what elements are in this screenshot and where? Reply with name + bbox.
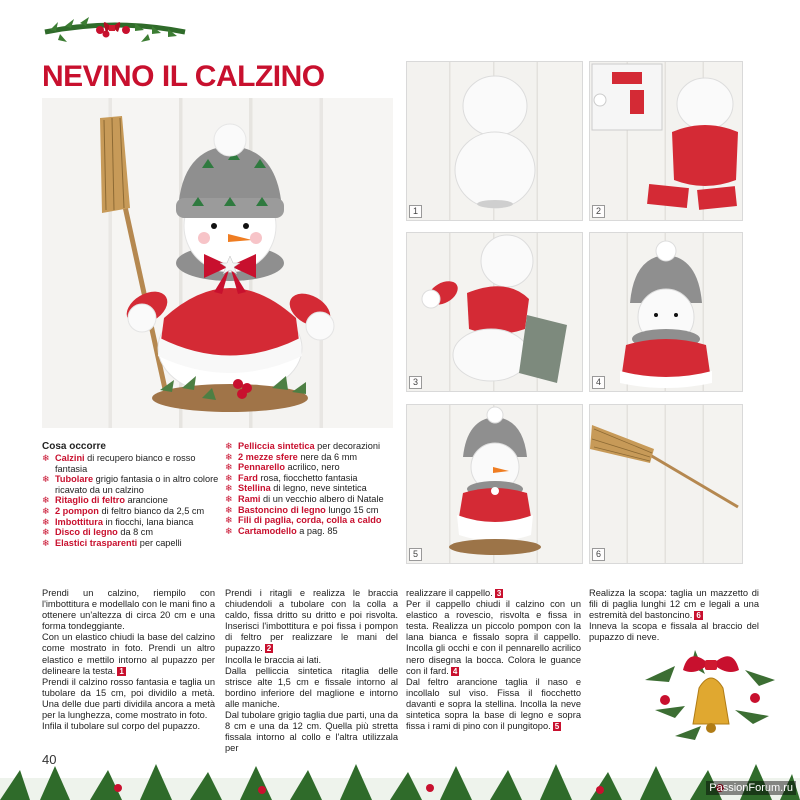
snowflake-icon: ❄	[42, 474, 50, 485]
material-item	[42, 517, 220, 528]
step-photo-3	[406, 232, 583, 392]
snowflake-icon: ❄	[225, 462, 233, 473]
step-number: 5	[409, 548, 422, 561]
instruction-paragraph	[42, 677, 215, 721]
material-detail: per capelli	[137, 537, 182, 548]
instruction-text: Dal tubolare grigio taglia due parti, una da 8 cm e una da 12 cm. Quella più stretta fissala intorno al collo e l'altra utilizzala per	[225, 710, 398, 754]
materials-list-1	[42, 453, 220, 548]
material-detail: arancione	[124, 495, 168, 506]
snowflake-icon: ❄	[225, 493, 233, 504]
step-photo-1	[406, 61, 583, 221]
snowflake-icon: ❄	[42, 453, 50, 463]
sweater-illustration	[590, 62, 742, 220]
instruction-text: realizzare il cappello.	[406, 588, 493, 598]
material-name: Calzini	[55, 453, 85, 463]
material-detail: nere da 6 mm	[297, 451, 357, 462]
snowman-hat-illustration	[590, 233, 742, 391]
instruction-text: Infila il tubolare sul corpo del pupazzo.	[42, 721, 201, 732]
material-detail: da 8 cm	[117, 527, 154, 538]
snowflake-icon: ❄	[42, 516, 50, 527]
instructions-column-2	[225, 588, 398, 754]
footer-garland-decoration	[0, 758, 800, 800]
material-item	[42, 474, 220, 495]
snowflake-icon: ❄	[225, 472, 233, 483]
material-detail: di un vecchio albero di Natale	[260, 493, 384, 504]
page-number: 40	[42, 752, 57, 767]
instruction-text: Incolla le braccia ai lati.	[225, 654, 322, 665]
material-item	[225, 526, 395, 537]
material-name: Pennarello	[238, 462, 285, 473]
bell-ornament	[635, 640, 785, 760]
instruction-text: Prendi un calzino, riempilo con l'imbottitura e modellalo con le mani fino a ottenere un'altezza di circa 20 cm e una forma tondeggiante.	[42, 588, 215, 632]
material-detail: rosa, fiocchetto fantasia	[257, 472, 358, 483]
instruction-paragraph	[589, 588, 759, 621]
step-photo-5	[406, 404, 583, 564]
material-item	[225, 441, 395, 452]
instruction-paragraph	[406, 599, 581, 677]
snowman-finished-illustration	[407, 405, 582, 563]
instruction-text: Dalla pelliccia sintetica ritaglia delle strisce alte 1,5 cm e fissale intorno al bordino inferiore del maglione e intorno alle maniche.	[225, 665, 398, 709]
instruction-paragraph	[225, 710, 398, 754]
material-detail: a pag. 85	[296, 525, 338, 536]
material-item	[225, 505, 395, 516]
instruction-paragraph	[42, 588, 215, 632]
step-number: 3	[409, 376, 422, 389]
material-name: 2 pompon	[55, 505, 99, 516]
material-name: Fili di paglia, corda, colla a caldo	[238, 515, 382, 526]
instructions-column-4	[589, 588, 759, 643]
material-item	[225, 473, 395, 484]
materials-list-2	[225, 441, 395, 536]
step-reference-badge: 4	[452, 666, 458, 676]
material-item	[225, 483, 395, 494]
material-detail: lungo 15 cm	[325, 504, 379, 515]
step-number: 4	[592, 376, 605, 389]
snowflake-icon: ❄	[225, 525, 233, 536]
material-name: Cartamodello	[238, 525, 297, 536]
material-item	[42, 495, 220, 506]
material-name: Bastoncino di legno	[238, 504, 326, 515]
main-snowman-photo	[42, 98, 393, 428]
snowflake-icon: ❄	[225, 483, 233, 494]
material-name: Elastici trasparenti	[55, 537, 138, 548]
material-item	[225, 494, 395, 505]
stuffed-sock-illustration	[407, 62, 582, 220]
snowman-arms-illustration	[407, 233, 582, 391]
step-reference-badge: 2	[266, 644, 272, 654]
snowflake-icon: ❄	[225, 504, 233, 515]
instruction-text: Per il cappello chiudi il calzino con un elastico a rovescio, risvolta e fissa in testa. Realizza un piccolo pompon con la lana bianca e fissalo sopra il cappello. Incolla gli occhi e con il pennarello acrilico nero disegna la bocca. Colora le guance con il fard.	[406, 599, 581, 676]
instruction-paragraph	[225, 655, 398, 666]
instruction-text: Dal feltro arancione taglia il naso e incollalo sul viso. Fissa il fiocchetto davanti e sopra la stellina. Incolla la neve sintetica sopra la base di legno e sopra fissa i rami di pino con il pungitopo.	[406, 676, 581, 732]
material-item	[42, 538, 220, 549]
material-name: 2 mezze sfere	[238, 451, 298, 462]
material-detail: acrilico, nero	[284, 462, 340, 473]
material-item	[42, 506, 220, 517]
snowflake-icon: ❄	[42, 495, 50, 506]
instructions-column-1	[42, 588, 215, 732]
step-reference-badge: 3	[496, 589, 502, 598]
material-name: Tubolare	[55, 474, 94, 485]
page-title: NEVINO IL CALZINO	[42, 60, 325, 93]
instructions-column-3	[406, 588, 581, 732]
materials-heading: Cosa occorre	[42, 441, 106, 452]
step-reference-badge: 5	[554, 722, 560, 732]
snowflake-icon: ❄	[225, 515, 233, 526]
snowflake-icon: ❄	[42, 505, 50, 516]
instruction-paragraph	[42, 721, 215, 732]
material-detail: di feltro bianco da 2,5 cm	[98, 505, 205, 516]
material-item	[42, 453, 220, 474]
step-photo-2	[589, 61, 743, 221]
material-detail: in fiocchi, lana bianca	[102, 516, 194, 527]
step-number: 6	[592, 548, 605, 561]
step-number: 1	[409, 205, 422, 218]
instruction-paragraph	[406, 588, 581, 599]
material-detail: di legno, neve sintetica	[270, 483, 367, 494]
instruction-text: Realizza la scopa: taglia un mazzetto di fili di paglia lunghi 12 cm e legali a una estremità del bastoncino.	[589, 588, 759, 621]
garland-decoration	[40, 8, 190, 54]
step-photo-6	[589, 404, 743, 564]
instruction-text: Con un elastico chiudi la base del calzino come mostrato in foto. Prendi un altro elastico e mettilo intorno al pupazzo per delineare la testa.	[42, 632, 215, 676]
material-name: Ritaglio di feltro	[55, 495, 125, 506]
step-reference-badge: 1	[119, 666, 124, 676]
material-detail: grigio fantasia o in altro colore ricavato da un calzino	[55, 474, 219, 495]
instruction-text: Prendi il calzino rosso fantasia e taglia un tubolare da 15 cm, poi dividilo a metà. Una delle due parti dividila ancora a metà per la lunghezza, come mostrato in foto.	[42, 676, 215, 721]
material-name: Imbottitura	[55, 516, 103, 527]
material-name: Fard	[238, 472, 258, 483]
instruction-text: Prendi i ritagli e realizza le braccia chiudendoli a tubolare con la colla a caldo, fissa dritto su dritto e poi risvolta. Inserisci l'imbottitura e poi fissa i pompon di feltro per realizzare le mani del pupazzo.	[225, 588, 398, 654]
step-number: 2	[592, 205, 605, 218]
snowflake-icon: ❄	[225, 441, 233, 451]
instruction-paragraph	[225, 588, 398, 655]
snowflake-icon: ❄	[42, 527, 50, 538]
material-name: Pelliccia sintetica	[238, 441, 315, 451]
material-name: Stellina	[238, 483, 271, 494]
step-photo-4	[589, 232, 743, 392]
instruction-paragraph	[42, 632, 215, 676]
snowflake-icon: ❄	[225, 451, 233, 462]
watermark: PassionForum.ru	[706, 781, 796, 795]
material-name: Disco di legno	[55, 527, 118, 538]
instruction-text: Inneva la scopa e fissala al braccio del pupazzo di neve.	[589, 621, 759, 643]
snowman-illustration	[42, 98, 393, 428]
snowflake-icon: ❄	[42, 537, 50, 548]
broom-illustration	[590, 405, 742, 563]
material-item	[225, 452, 395, 463]
material-item	[225, 462, 395, 473]
material-name: Rami	[238, 493, 261, 504]
step-reference-badge: 6	[696, 611, 701, 621]
material-detail: per decorazioni	[314, 441, 380, 451]
instruction-paragraph	[225, 666, 398, 710]
material-item	[225, 515, 395, 526]
instruction-paragraph	[406, 677, 581, 732]
material-detail: di recupero bianco e rosso fantasia	[55, 453, 196, 474]
material-item	[42, 527, 220, 538]
